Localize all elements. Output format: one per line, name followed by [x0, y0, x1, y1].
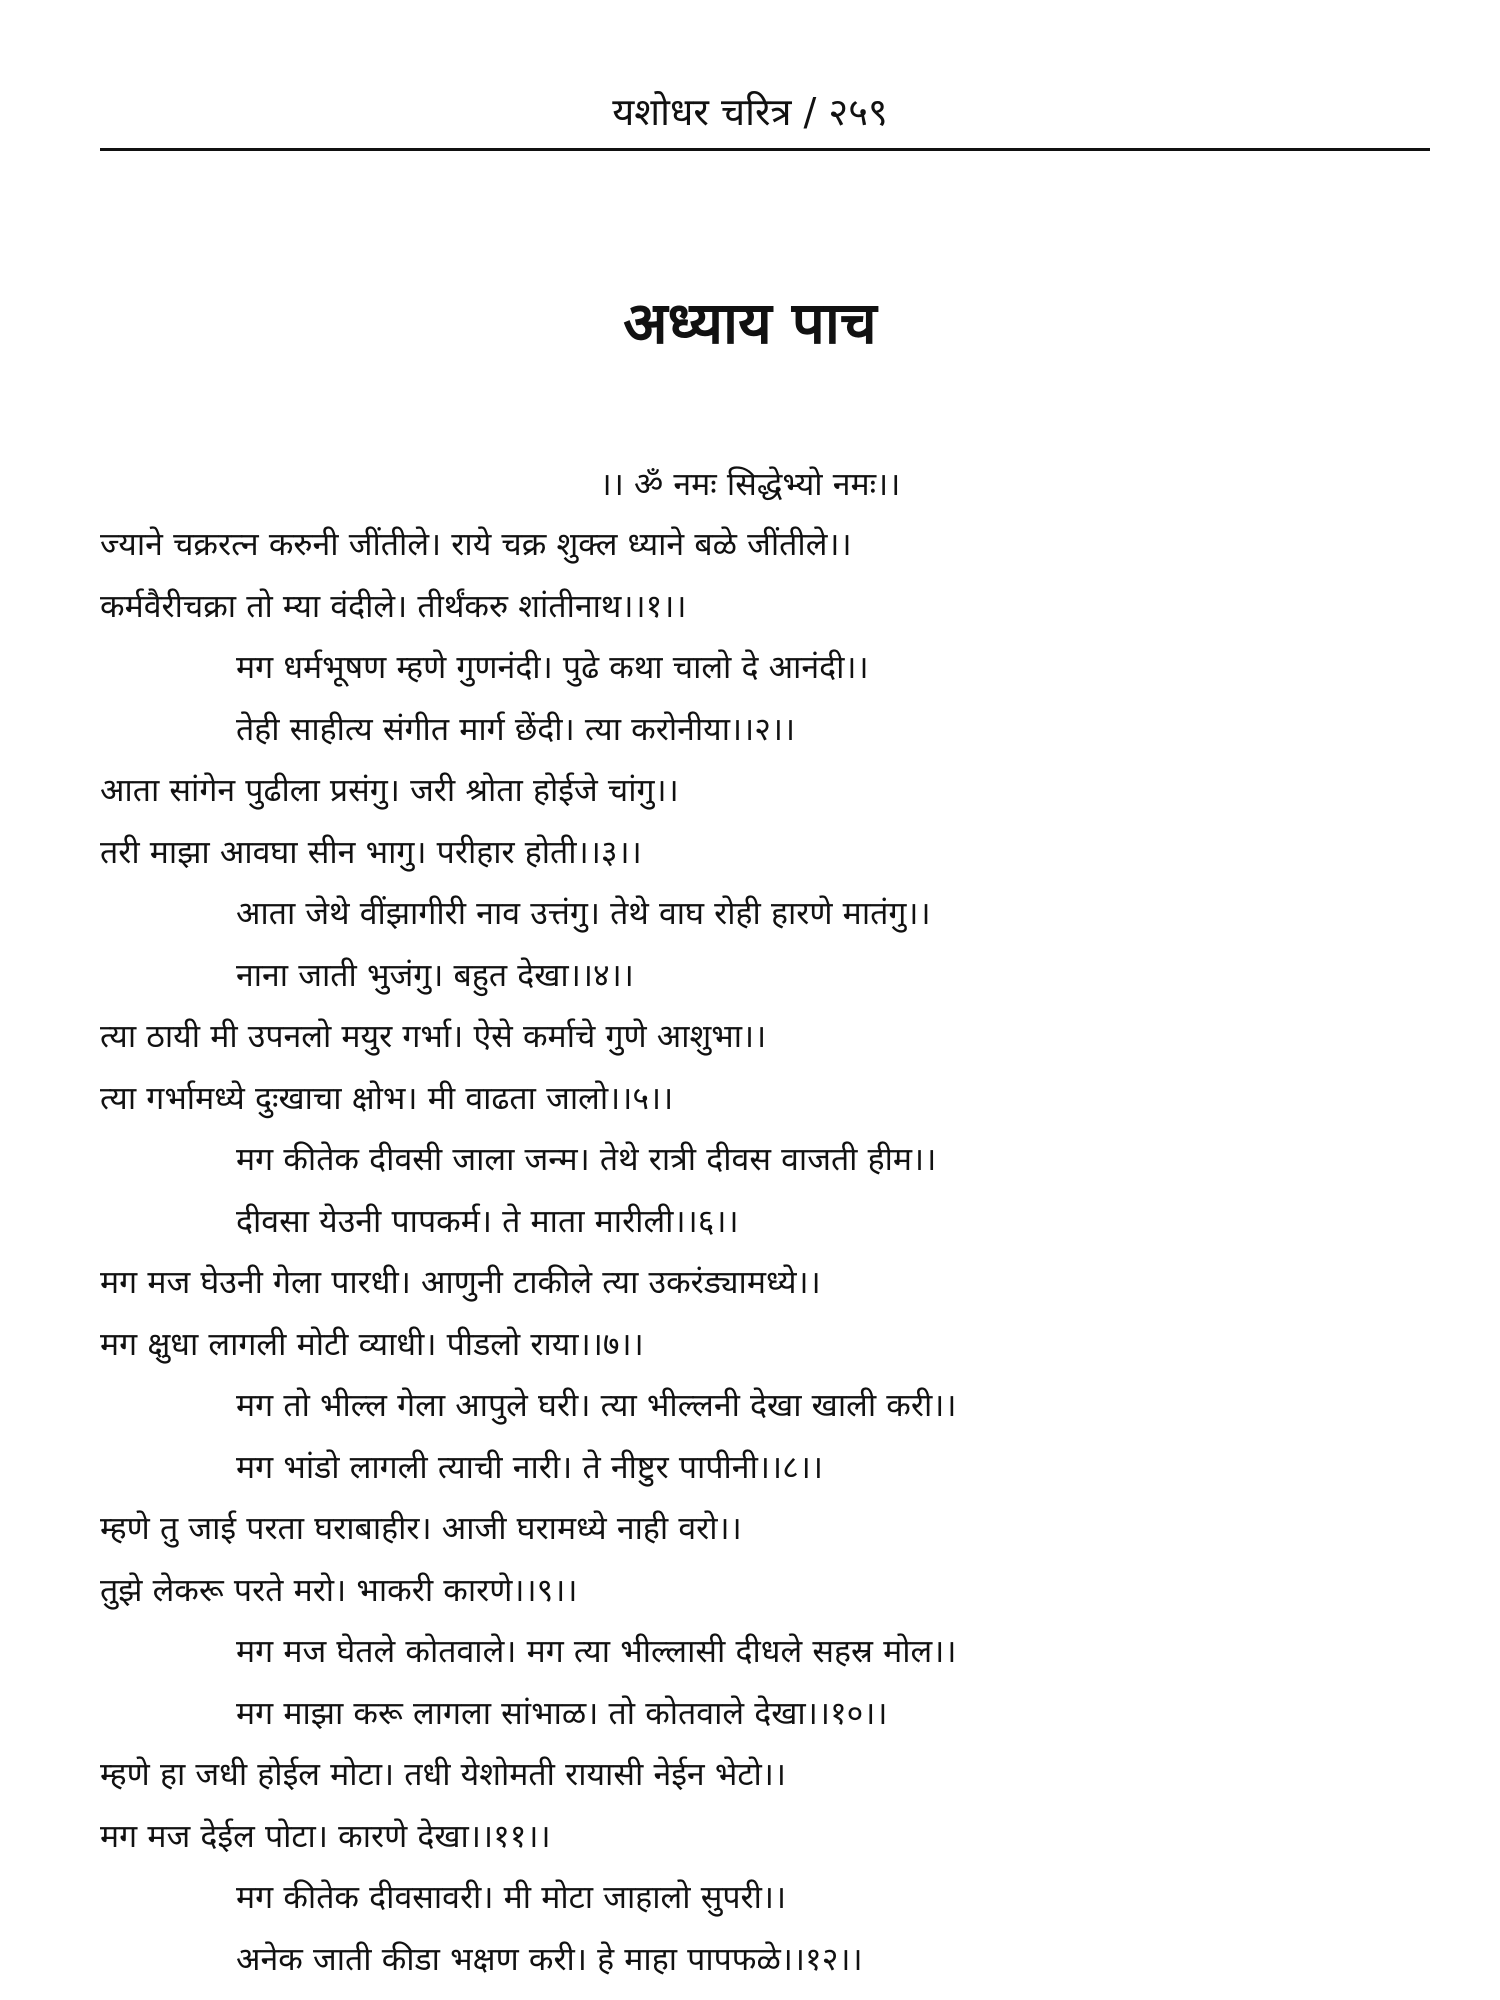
- verse-line: मग कीतेक दीवसावरी। मी मोटा जाहालो सुपरी।।: [236, 1878, 787, 1916]
- verse-line: मग मज घेउनी गेला पारधी। आणुनी टाकीले त्या उकरंड्यामध्ये।।: [100, 1263, 821, 1301]
- verse-line: तेही साहीत्य संगीत मार्ग छेंदी। त्या करोनीया।।२।।: [236, 709, 796, 748]
- verse-line: अनेक जाती कीडा भक्षण करी। हे माहा पापफळे।।१२।।: [236, 1939, 863, 1978]
- verse-line: आता सांगेन पुढीला प्रसंगु। जरी श्रोता होईजे चांगु।।: [100, 771, 679, 809]
- verse-line: कर्मवैरीचक्रा तो म्या वंदीले। तीर्थंकरु शांतीनाथ।।१।।: [100, 586, 687, 625]
- verse-line: मग धर्मभूषण म्हणे गुणनंदी। पुढे कथा चालो दे आनंदी।।: [236, 648, 869, 686]
- verse-line: त्या गर्भामध्ये दुःखाचा क्षोभ। मी वाढता जालो।।५।।: [100, 1078, 674, 1117]
- invocation-line: ।। ॐ नमः सिद्धेभ्यो नमः।।: [599, 465, 901, 503]
- verse-line: म्हणे तु जाई परता घराबाहीर। आजी घरामध्ये नाही वरो।।: [100, 1509, 742, 1547]
- verse-line: तरी माझा आवघा सीन भागु। परीहार होती।।३।।: [100, 832, 642, 871]
- verse-line: मग मज घेतले कोतवाले। मग त्या भील्लासी दीधले सहस्र मोल।।: [236, 1632, 957, 1670]
- verse-line: मग क्षुधा लागली मोटी व्याधी। पीडलो राया।।७।।: [100, 1324, 644, 1363]
- verse-line: आता जेथे वींझागीरी नाव उत्तंगु। तेथे वाघ रोही हारणे मातंगु।।: [236, 894, 931, 932]
- verse-line: मग मज देईल पोटा। कारणे देखा।।११।।: [100, 1816, 551, 1855]
- verse-line: ज्याने चक्ररत्न करुनी जींतीले। राये चक्र शुक्ल ध्याने बळे जींतीले।।: [100, 525, 852, 563]
- header-rule: [100, 148, 1430, 151]
- verse-line: दीवसा येउनी पापकर्म। ते माता मारीली।।६।।: [236, 1201, 739, 1240]
- verse-line: मग तो भील्ल गेला आपुले घरी। त्या भील्लनी देखा खाली करी।।: [236, 1386, 957, 1424]
- verse-line: मग कीतेक दीवसी जाला जन्म। तेथे रात्री दीवस वाजती हीम।।: [236, 1140, 937, 1178]
- chapter-title: अध्याय पाच: [623, 289, 877, 357]
- verse-line: नाना जाती भुजंगु। बहुत देखा।।४।।: [236, 955, 634, 994]
- verse-line: त्या ठायी मी उपनलो मयुर गर्भा। ऐसे कर्माचे गुणे आशुभा।।: [100, 1017, 767, 1055]
- verse-line: म्हणे हा जधी होईल मोटा। तधी येशोमती रायासी नेईन भेटो।।: [100, 1755, 787, 1793]
- running-header: यशोधर चरित्र / २५९: [612, 90, 888, 134]
- verse-list: [100, 514, 1430, 1990]
- verse-line: मग माझा करू लागला सांभाळ। तो कोतवाले देखा।।१०।।: [236, 1693, 888, 1732]
- verse-line: मग भांडो लागली त्याची नारी। ते नीष्टुर पापीनी।।८।।: [236, 1447, 824, 1486]
- verse-line: तुझे लेकरू परते मरो। भाकरी कारणे।।९।।: [100, 1570, 578, 1609]
